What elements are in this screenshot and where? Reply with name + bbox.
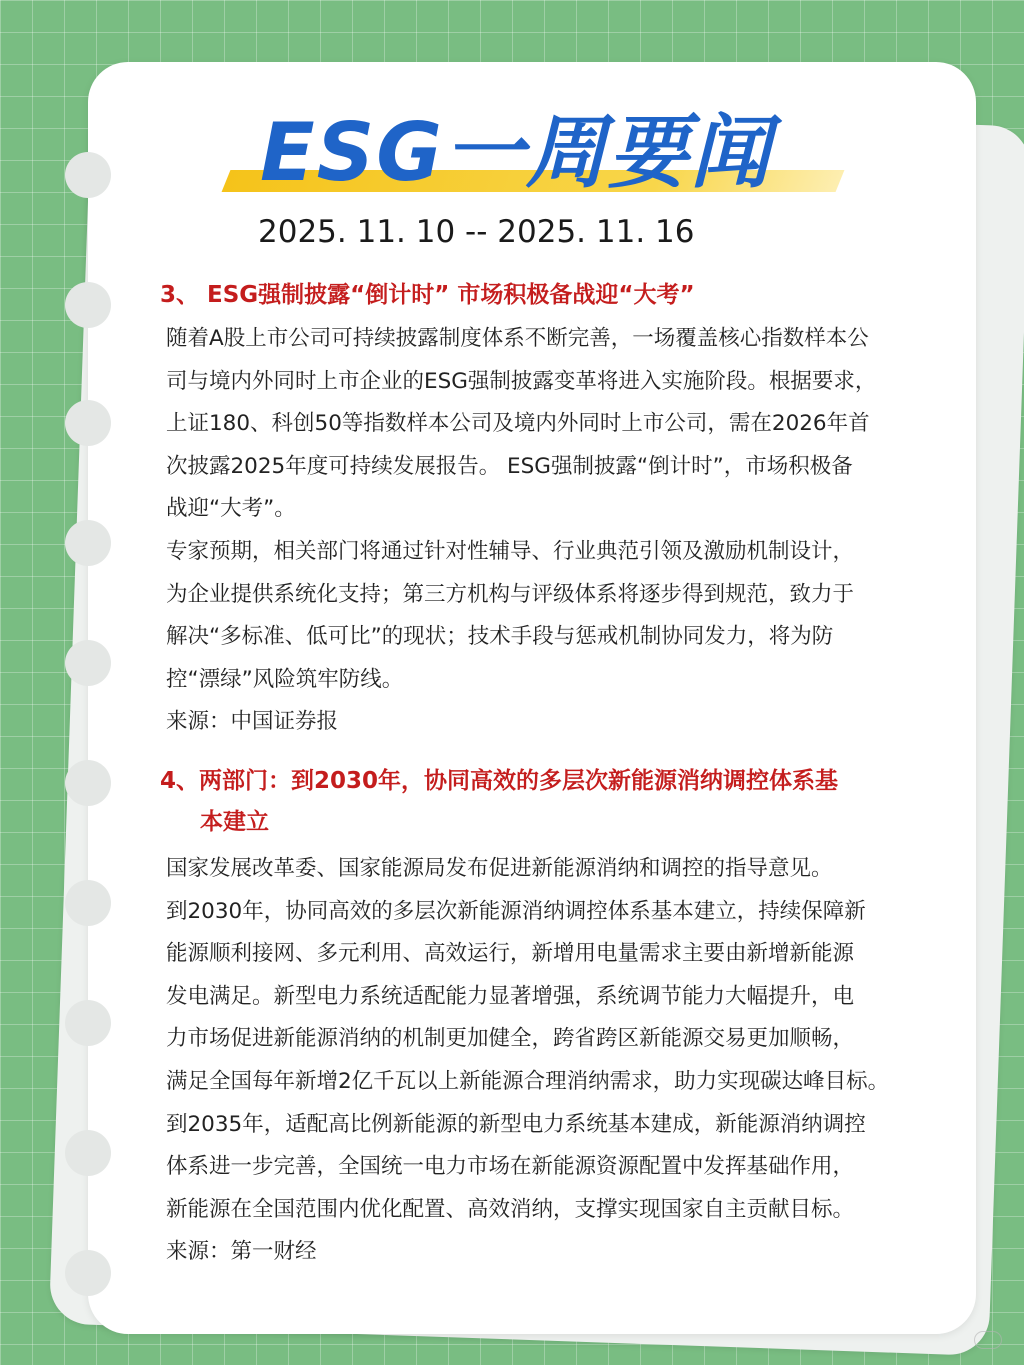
page-title: ESG一周要闻 xyxy=(260,106,772,199)
article-4-line: 力市场促进新能源消纳的机制更加健全，跨省跨区新能源交易更加顺畅， xyxy=(166,1026,855,1052)
article-4-body xyxy=(166,848,889,1274)
article-3-line: 专家预期，相关部门将通过针对性辅导、行业典范引领及激励机制设计， xyxy=(166,538,855,564)
article-4-headline-cont: 本建立 xyxy=(200,809,269,835)
article-3-line: 控“漂绿”风险筑牢防线。 xyxy=(166,666,404,692)
article-4-line: 到2030年，协同高效的多层次新能源消纳调控体系基本建立，持续保障新 xyxy=(166,898,866,924)
binder-hole xyxy=(65,640,111,686)
binder-hole xyxy=(65,282,111,328)
article-3-line: 上证180、科创50等指数样本公司及境内外同时上市公司，需在2026年首 xyxy=(166,411,870,437)
binder-hole xyxy=(65,152,111,198)
binder-hole xyxy=(65,880,111,926)
article-3-line: 战迎“大考”。 xyxy=(166,496,296,522)
article-4-line: 国家发展改革委、国家能源局发布促进新能源消纳和调控的指导意见。 xyxy=(166,856,833,881)
binder-hole xyxy=(65,760,111,806)
article-4-line: 满足全国每年新增2亿千瓦以上新能源合理消纳需求，助力实现碳达峰目标。 xyxy=(166,1068,890,1094)
article-3-line: 为企业提供系统化支持；第三方机构与评级体系将逐步得到规范，致力于 xyxy=(166,581,855,607)
article-3-source: 来源：中国证券报 xyxy=(166,709,339,735)
title-block xyxy=(220,92,860,202)
article-4-line: 发电满足。新型电力系统适配能力显著增强，系统调节能力大幅提升，电 xyxy=(166,983,855,1009)
date-range: 2025. 11. 10 -- 2025. 11. 16 xyxy=(258,214,695,250)
article-3-line: 随着A股上市公司可持续披露制度体系不断完善，一场覆盖核心指数样本公 xyxy=(166,326,869,351)
watermark-icon xyxy=(974,1331,1002,1349)
article-3-headline: 3、 ESG强制披露“倒计时” 市场积极备战迎“大考” xyxy=(160,282,695,308)
article-4-line: 到2035年，适配高比例新能源的新型电力系统基本建成，新能源消纳调控 xyxy=(166,1111,866,1137)
binder-hole xyxy=(65,1000,111,1046)
article-4-line: 能源顺利接网、多元利用、高效运行，新增用电量需求主要由新增新能源 xyxy=(166,941,855,967)
binder-hole xyxy=(65,520,111,566)
article-3-line: 次披露2025年度可持续发展报告。 ESG强制披露“倒计时”，市场积极备 xyxy=(166,453,853,479)
article-4-source: 来源：第一财经 xyxy=(166,1239,317,1265)
binder-hole xyxy=(65,400,111,446)
binder-hole xyxy=(65,1250,111,1296)
article-4-line: 新能源在全国范围内优化配置、高效消纳，支撑实现国家自主贡献目标。 xyxy=(166,1196,855,1222)
article-3-line: 解决“多标准、低可比”的现状；技术手段与惩戒机制协同发力，将为防 xyxy=(166,624,834,650)
article-3-line: 司与境内外同时上市企业的ESG强制披露变革将进入实施阶段。根据要求， xyxy=(166,368,877,394)
binder-hole xyxy=(65,1130,111,1176)
article-4-line: 体系进一步完善，全国统一电力市场在新能源资源配置中发挥基础作用， xyxy=(166,1154,855,1180)
article-3-body xyxy=(166,318,876,744)
article-4-headline: 4、两部门：到2030年，协同高效的多层次新能源消纳调控体系基 xyxy=(160,768,839,794)
